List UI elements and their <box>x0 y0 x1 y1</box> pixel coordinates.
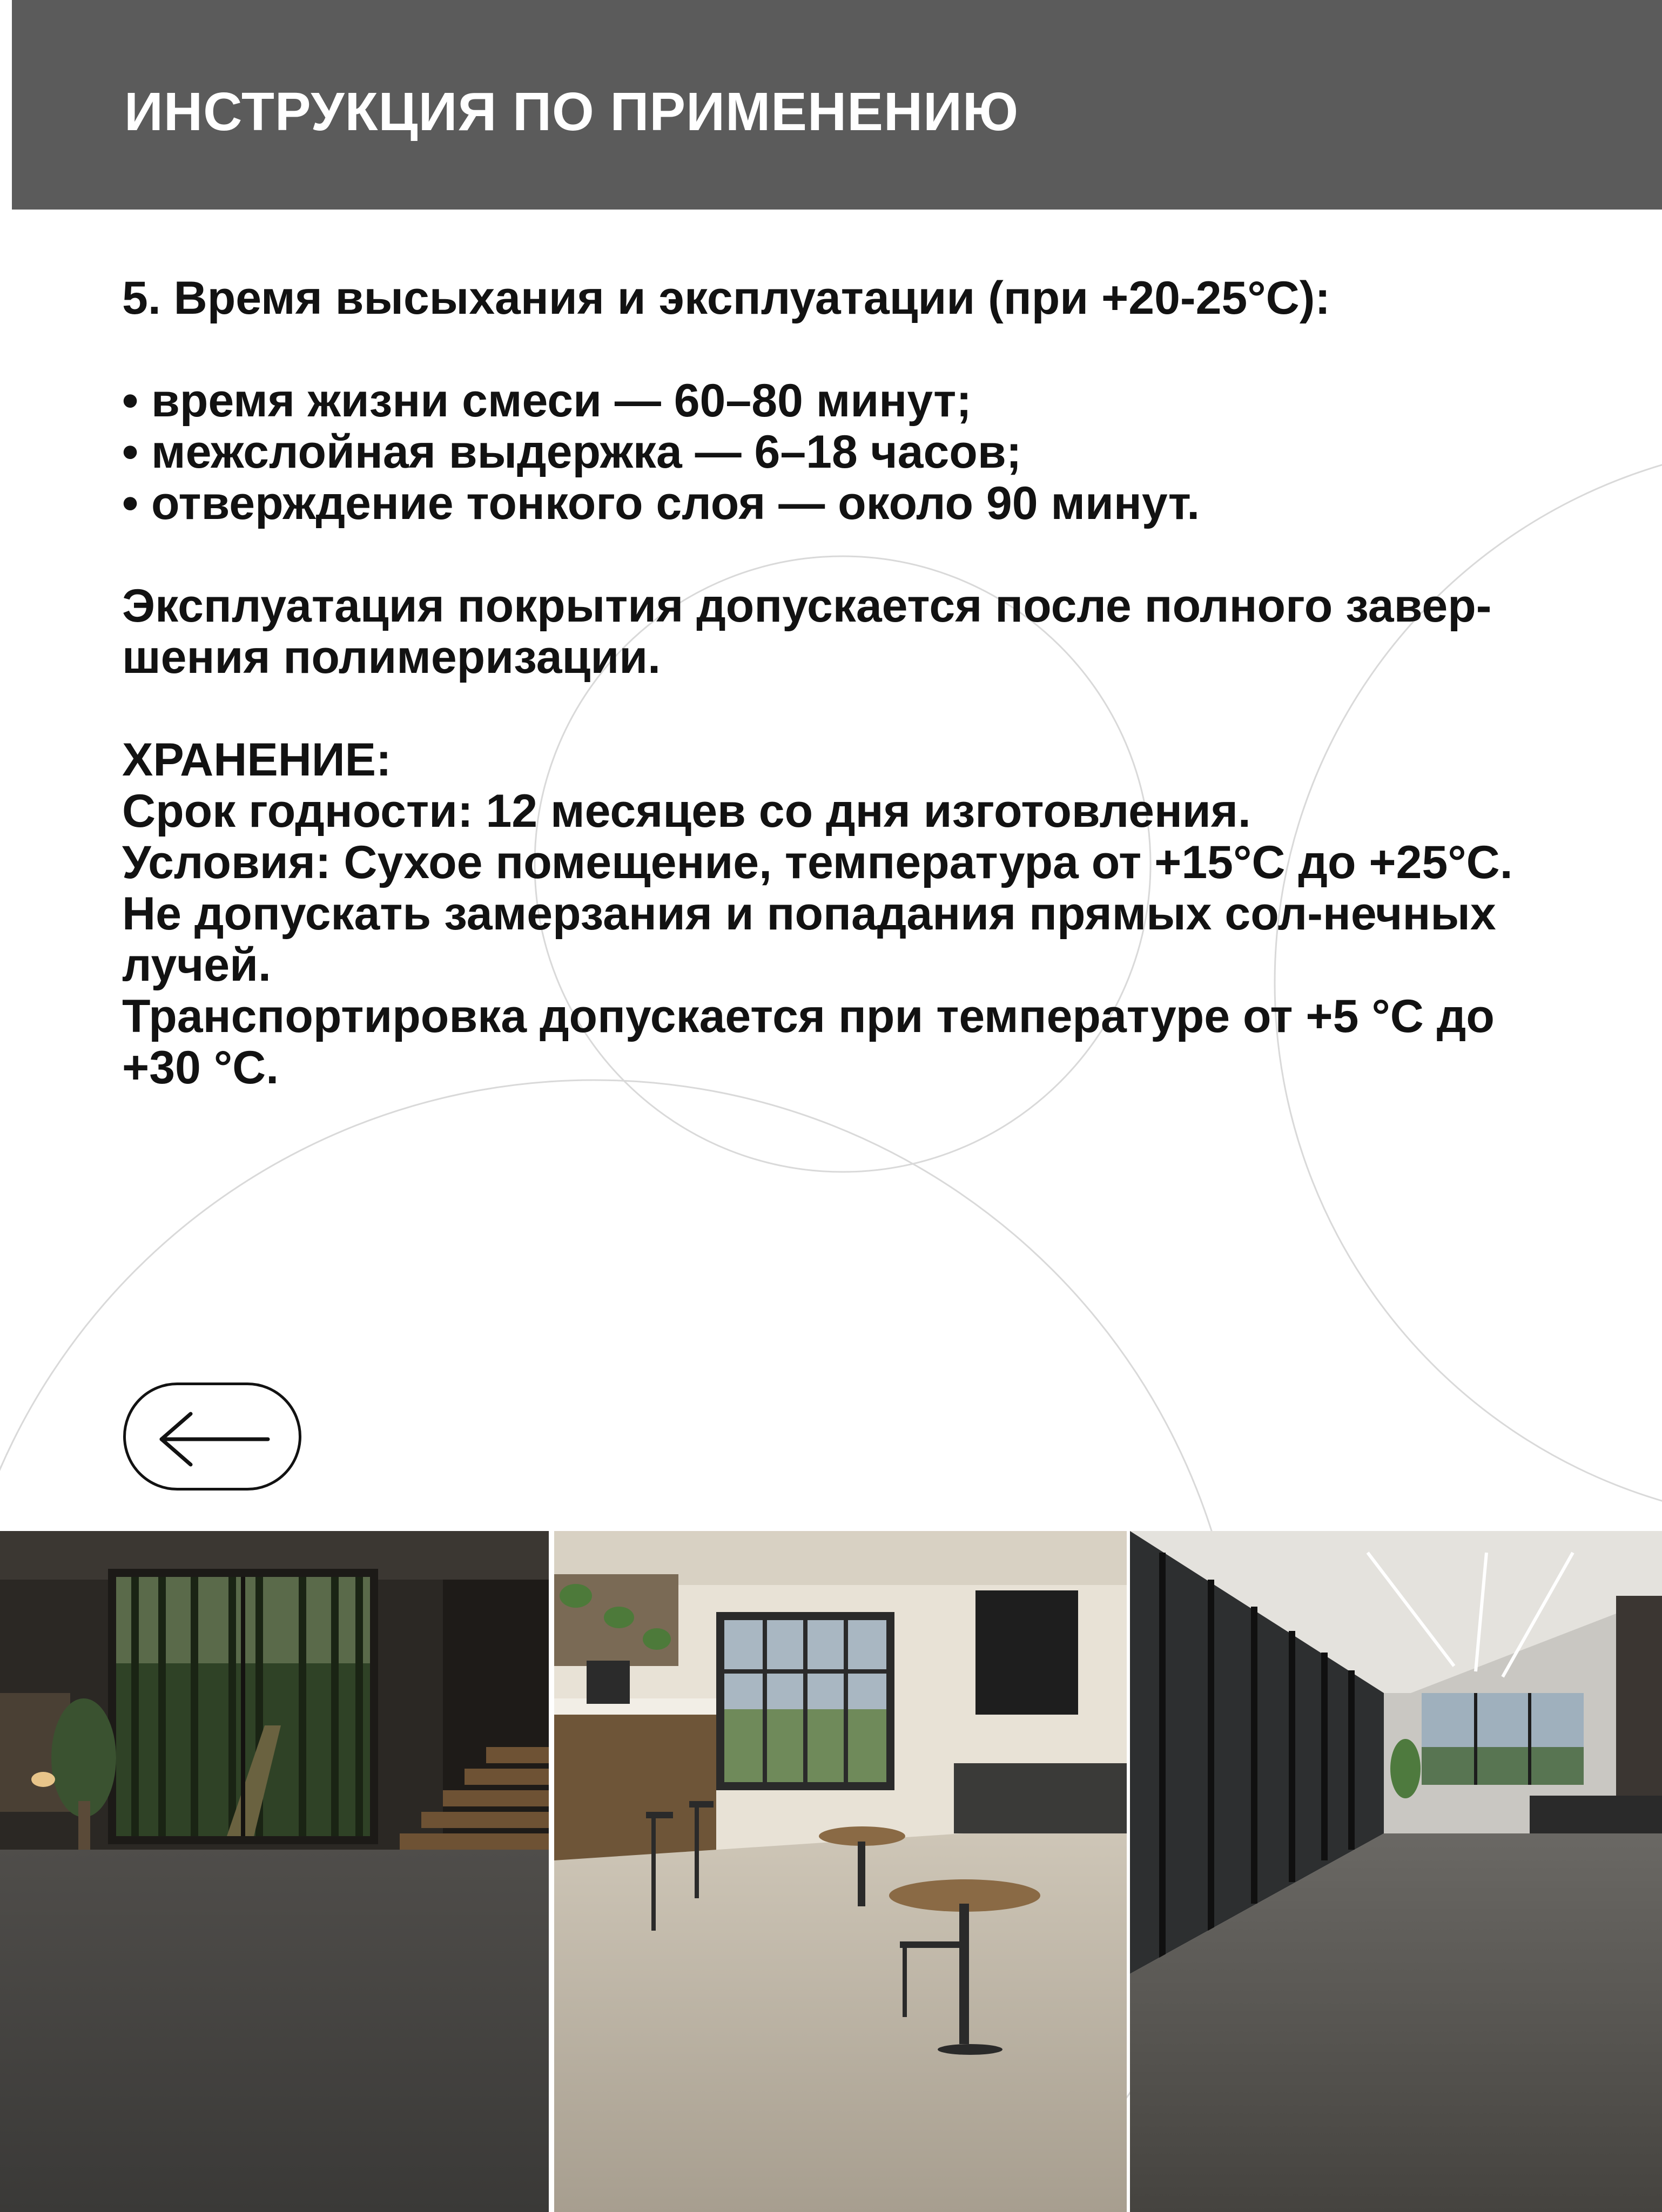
instructions-content <box>122 273 1570 1094</box>
list-item: • время жизни смеси — 60–80 минут; <box>122 375 1570 427</box>
interior-photo-office <box>1130 1531 1662 2212</box>
back-button[interactable] <box>123 1382 301 1491</box>
interior-photo-cafe <box>554 1531 1127 2212</box>
drying-note: Эксплуатация покрытия допускается после полного завер-шения полимеризации. <box>122 580 1492 683</box>
interior-photo-forest <box>0 1531 549 2212</box>
list-item: • межслойная выдержка — 6–18 часов; <box>122 427 1570 478</box>
storage-transport: Транспортировка допускается при температуре от +5 °С до +30 °С. <box>122 990 1495 1094</box>
storage-shelf-life: Срок годности: 12 месяцев со дня изготовления. <box>122 785 1251 837</box>
header-bar <box>12 0 1662 210</box>
arrow-left-icon <box>157 1410 271 1469</box>
storage-heading: ХРАНЕНИЕ: <box>122 734 392 786</box>
page-title: ИНСТРУКЦИЯ ПО ПРИМЕНЕНИЮ <box>124 82 1019 142</box>
storage-conditions: Условия: Сухое помещение, температура от +15°С до +25°С. Не допускать замерзания и попадания прямых сол-нечных лучей. <box>122 837 1513 991</box>
list-item: • отверждение тонкого слоя — около 90 минут. <box>122 478 1570 529</box>
drying-list <box>122 375 1570 529</box>
drying-heading: 5. Время высыхания и эксплуатации (при +20-25°С): <box>122 272 1331 324</box>
